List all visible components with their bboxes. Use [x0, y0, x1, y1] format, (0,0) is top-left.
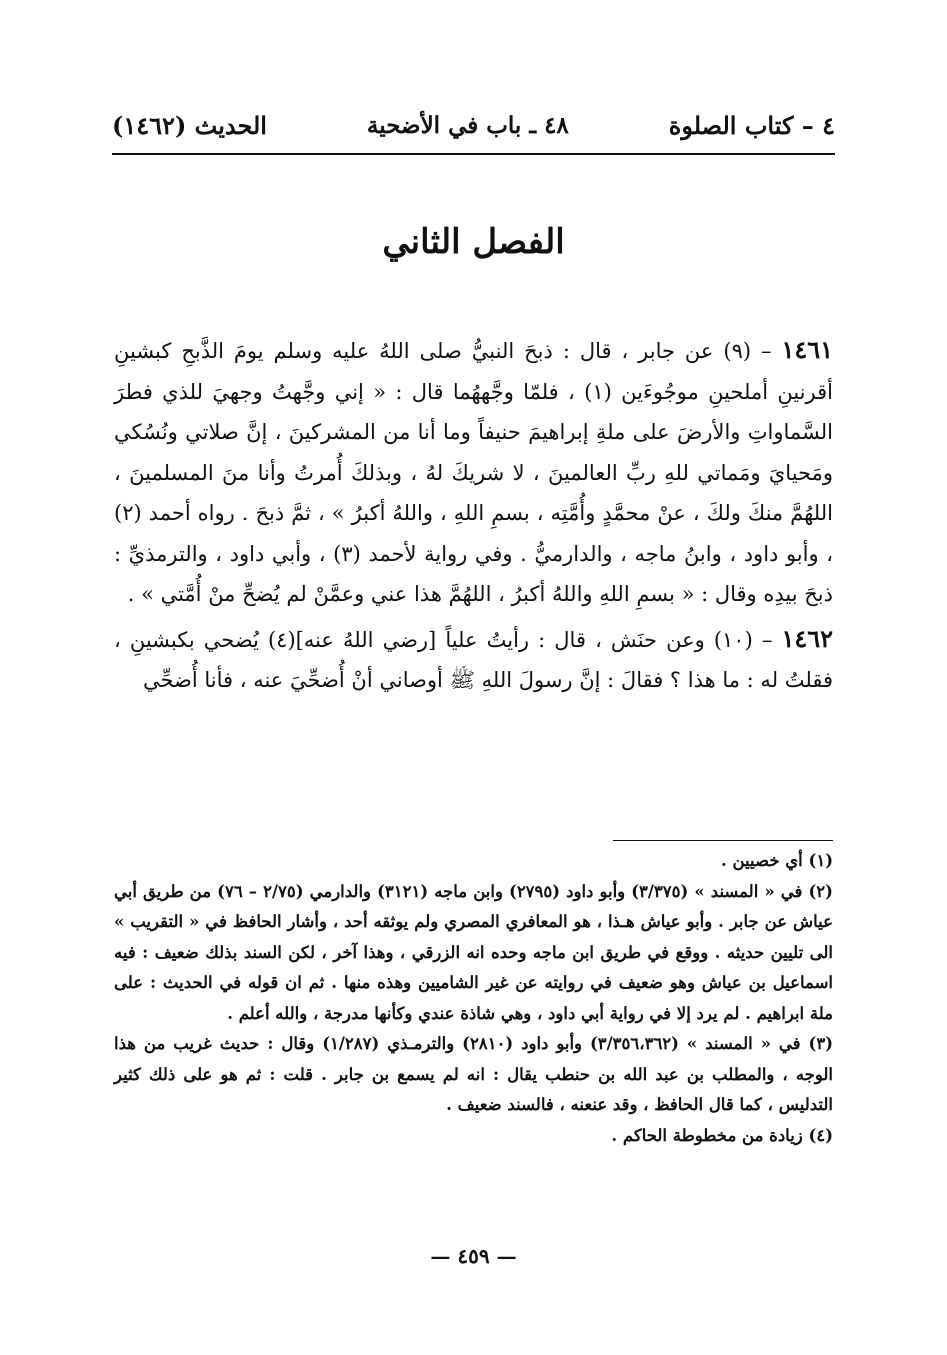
header-divider — [112, 153, 835, 155]
header-hadith-range: الحديث (١٤٦٢) — [112, 110, 267, 140]
hadith-paragraph — [114, 619, 833, 701]
hadith-paragraph — [114, 330, 833, 615]
main-text — [114, 330, 833, 701]
running-header — [112, 105, 835, 145]
footnote: (٤) زيادة من مخطوطة الحاكم . — [611, 1125, 833, 1145]
footnote: (١) أي خصيين . — [721, 851, 833, 870]
header-book-title: ٤ – كتاب الصلوة — [668, 110, 835, 140]
section-title: الفصل الثاني — [382, 222, 565, 262]
footnote: (٢) في « المسند » (٣/٣٧٥) وأبو داود (٢٧٩٥) وابن ماجه (٣١٢١) والدارمي (٢/٧٥ – ٧٦) من طريق أبي عياش عن جابر . وأبو عياش هـذا ، هو المعافري المصري ولم يوثقه أحد ، وأشار الحافظ في « التقريب » الى تليين حديثه . ووقع في طريق ابن ماجه وحده انه الزرقي ، وهذا آخر ، لكن السند بذلك ضعيف : فيه اسماعيل بن عياش وهو ضعيف في روايته عن غير الشاميين وهذه منها . ثم ان قوله في الحديث : على ملة ابراهيم . لم يرد إلا في رواية أبي داود ، وهي شاذة عندي وكأنها مدرجة ، والله أعلم . — [114, 881, 833, 1023]
page-number: — ٤٥٩ — — [430, 1244, 517, 1268]
footnotes — [114, 846, 833, 1151]
hadith-number: ١٤٦٢ — [781, 623, 834, 653]
footnote-divider — [613, 840, 833, 841]
footnote: (٣) في « المسند » (٣/٣٥٦،٣٦٢) وأبو داود (٢٨١٠) والترمـذي (١/٢٨٧) وقال : حديث غريب من هذا الوجه ، والمطلب بن عبد الله بن حنطب يقال : انه لم يسمع بن جابر . قلت : ثم هو على ذلك كثير التدليس ، كما قال الحافظ ، وقد عنعنه ، فالسند ضعيف . — [114, 1034, 834, 1114]
header-chapter-title: ٤٨ ـ باب في الأضحية — [366, 111, 569, 139]
hadith-text: – (١٠) وعن حنَش ، قال : رأيتُ علياً [رضي اللهُ عنه](٤) يُضحي بكبشينِ ، فقلتُ له : ما هذا ؟ فقالَ : إنَّ رسولَ اللهِ ﷺ أوصاني أنْ أُضحِّيَ عنه ، فأنا أُضحِّي — [114, 627, 833, 692]
hadith-text: – (٩) عن جابر ، قال : ذبحَ النبيُّ صلى اللهُ عليه وسلم يومَ الذَّبحِ كبشينِ أقرنينِ أملحينِ موجُوءَين (١) ، فلمّا وجَّههُما قال : « إني وجَّهتُ وجهيَ للذي فطرَ السَّماواتِ والأرضَ على ملةِ إبراهيمَ حنيفاً وما أنا من المشركينَ ، إنَّ صلاتي ونُسُكي ومَحيايَ ومَماتي للهِ ربِّ العالمينَ ، لا شريكَ لهُ ، وبذلكَ أُمرتُ وأنا منَ المسلمينَ ، اللهُمَّ منكَ ولكَ ، عنْ محمَّدٍ وأُمَّتِه ، بسمِ اللهِ ، واللهُ أكبرُ » ، ثمَّ ذبحَ . رواه أحمد (٢) ، وأبو داود ، وابنُ ماجه ، والدارميُّ . وفي رواية لأحمد (٣) ، وأبي داود ، والترمذيِّ : ذبحَ بيدِه وقال : « بسمِ اللهِ واللهُ أكبرُ ، اللهُمَّ هذا عني وعمَّنْ لم يُضحِّ منْ أُمَّتي » . — [114, 339, 833, 606]
hadith-number: ١٤٦١ — [781, 335, 834, 364]
